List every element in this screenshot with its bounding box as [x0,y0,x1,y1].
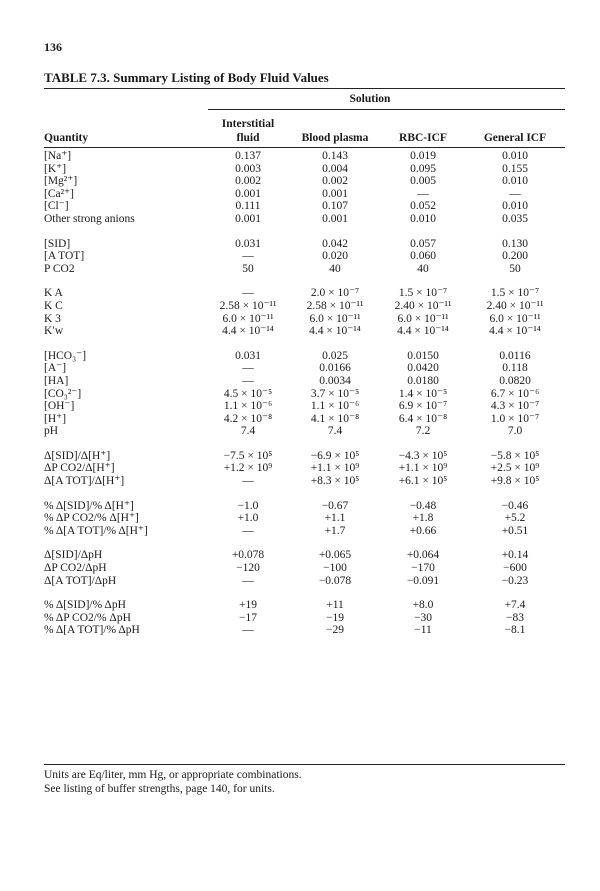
quantity-cell: % Δ[SID]/% ΔpH [44,599,126,612]
quantity-cell: P CO2 [44,262,75,275]
page-number: 136 [44,40,62,54]
value-cell: 6.0 × 10⁻¹¹ [222,312,274,325]
table-row [44,325,565,338]
value-cell: — [242,374,254,387]
quantity-cell: [A⁻] [44,362,67,375]
quantity-cell: Δ[A TOT]/ΔpH [44,574,117,587]
value-cell: — [417,187,429,200]
quantity-cell: K 3 [44,312,61,325]
value-cell: 0.003 [235,162,261,175]
value-cell: 0.010 [502,175,528,188]
value-cell: +11 [326,599,344,612]
value-cell: 0.0150 [407,349,439,362]
value-cell: +0.51 [501,524,529,537]
value-cell: 4.4 × 10⁻¹⁴ [489,325,541,338]
value-cell: 4.3 × 10⁻⁷ [490,400,540,413]
value-cell: 6.0 × 10⁻¹¹ [489,312,541,325]
table-row [44,525,565,538]
value-cell: 50 [509,262,521,275]
value-cell: — [242,524,254,537]
value-cell: 0.001 [322,212,348,225]
value-cell: 0.107 [322,200,348,213]
value-cell: 0.137 [235,150,261,162]
value-cell: +0.065 [318,549,352,562]
footnote-units: Units are Eq/liter, mm Hg, or appropriate combinations. [44,769,302,781]
quantity-cell: [OH⁻] [44,400,75,413]
quantity-cell: [Mg²⁺] [44,175,78,188]
value-cell: 3.7 × 10⁻⁵ [310,387,360,400]
value-cell: +5.2 [504,512,526,525]
value-cell: 6.9 × 10⁻⁷ [398,400,448,413]
value-cell: 0.0420 [407,362,439,375]
value-cell: 0.0820 [499,374,531,387]
quantity-cell: Δ[A TOT]/Δ[H⁺] [44,475,125,488]
value-cell: 6.0 × 10⁻¹¹ [309,312,361,325]
value-cell: +9.8 × 10⁵ [490,475,540,488]
value-cell: −0.48 [409,499,437,512]
value-cell: 0.057 [410,237,436,250]
value-cell: 40 [329,262,341,275]
value-cell: 6.4 × 10⁻⁸ [398,412,448,425]
quantity-cell: [Na⁺] [44,150,72,162]
quantity-cell: % Δ[A TOT]/% ΔpH [44,624,140,637]
value-cell: +1.1 × 10⁹ [310,462,360,475]
value-cell: 7.0 [507,425,523,438]
value-cell: 0.031 [235,349,261,362]
value-cell: 0.0034 [319,374,351,387]
value-cell: — [242,624,254,637]
solution-header: Solution [349,93,391,105]
solution-rule [208,109,565,110]
value-cell: 0.004 [322,162,348,175]
value-cell: −5.8 × 10⁵ [490,449,540,462]
value-cell: +2.5 × 10⁹ [490,462,540,475]
table-row [44,213,565,226]
table-row [44,462,565,475]
bottom-rule [44,764,565,765]
value-cell: 0.035 [502,212,528,225]
value-cell: — [242,475,254,488]
row-spacer [44,275,565,287]
table-row [44,388,565,401]
value-cell: +1.2 × 10⁹ [223,462,273,475]
table-row [44,375,565,388]
table-row [44,562,565,575]
value-cell: 4.4 × 10⁻¹⁴ [397,325,449,338]
quantity-cell: Δ[SID]/Δ[H⁺] [44,449,111,462]
value-cell: 1.5 × 10⁻⁷ [398,287,448,300]
value-cell: −8.1 [504,624,526,637]
quantity-cell: pH [44,425,59,438]
value-cell: 0.130 [502,237,528,250]
table-row [44,263,565,276]
value-cell: −0.091 [406,574,440,587]
value-cell: 6.7 × 10⁻⁶ [490,387,540,400]
value-cell: — [242,287,254,300]
value-cell: 0.019 [410,150,436,162]
table-row [44,413,565,426]
body-fluid-table [44,150,565,637]
row-spacer [44,226,565,238]
value-cell: 2.40 × 10⁻¹¹ [394,299,452,312]
table-row [44,200,565,213]
value-cell: 0.143 [322,150,348,162]
table-row [44,575,565,588]
table-row [44,425,565,438]
value-cell: 0.010 [410,212,436,225]
value-cell: 1.5 × 10⁻⁷ [490,287,540,300]
value-cell: +1.1 × 10⁹ [398,462,448,475]
table-row [44,500,565,513]
value-cell: −4.3 × 10⁵ [398,449,448,462]
value-cell: +7.4 [504,599,526,612]
table-row [44,450,565,463]
value-cell: 0.002 [235,175,261,188]
value-cell: 6.0 × 10⁻¹¹ [397,312,449,325]
row-spacer [44,537,565,549]
value-cell: — [242,574,254,587]
value-cell: 0.095 [410,162,436,175]
quantity-cell: ΔP CO2/ΔpH [44,562,107,575]
table-row [44,150,565,163]
table-row [44,549,565,562]
quantity-cell: Other strong anions [44,212,135,225]
value-cell: 7.4 [327,425,343,438]
table-row [44,300,565,313]
table-row [44,512,565,525]
value-cell: −83 [506,611,524,624]
value-cell: +1.0 [237,512,259,525]
quantity-cell: % Δ[SID]/% Δ[H⁺] [44,499,134,512]
header-rule [44,147,565,148]
value-cell: −11 [414,624,432,637]
value-cell: 0.042 [322,237,348,250]
quantity-cell: K′w [44,325,64,338]
table-row [44,475,565,488]
quantity-cell: K C [44,299,63,312]
quantity-cell: K A [44,287,63,300]
table-row [44,238,565,251]
table-row [44,362,565,375]
value-cell: +19 [239,599,257,612]
value-cell: 1.4 × 10⁻⁵ [398,387,448,400]
value-cell: −7.5 × 10⁵ [223,449,273,462]
value-cell: 1.1 × 10⁻⁶ [310,400,360,413]
col-header-interstitial-line2: fluid [236,132,260,144]
value-cell: 0.200 [502,250,528,263]
col-header-general-icf: General ICF [483,132,547,144]
value-cell: 0.0180 [407,374,439,387]
value-cell: +1.7 [324,524,346,537]
quantity-cell: [K⁺] [44,162,67,175]
value-cell: 0.155 [502,162,528,175]
value-cell: 2.0 × 10⁻⁷ [310,287,360,300]
value-cell: −120 [236,562,260,575]
value-cell: 4.4 × 10⁻¹⁴ [309,325,361,338]
quantity-cell: [SID] [44,237,71,250]
value-cell: −100 [323,562,347,575]
value-cell: 1.1 × 10⁻⁶ [223,400,273,413]
value-cell: 40 [417,262,429,275]
footnotes [44,768,302,796]
quantity-cell: ΔP CO2/Δ[H⁺] [44,462,115,475]
footnote-buffer: See listing of buffer strengths, page 140, for units. [44,783,275,795]
value-cell: 0.052 [410,200,436,213]
value-cell: 0.060 [410,250,436,263]
value-cell: −1.0 [237,499,259,512]
value-cell: 50 [242,262,254,275]
table-row [44,599,565,612]
value-cell: +0.14 [501,549,529,562]
table-row [44,175,565,188]
table-row [44,612,565,625]
table-row [44,400,565,413]
table-body [44,150,565,637]
value-cell: 0.020 [322,250,348,263]
value-cell: 0.002 [322,175,348,188]
value-cell: +8.0 [412,599,434,612]
value-cell: −0.23 [501,574,529,587]
value-cell: +1.1 [324,512,346,525]
value-cell: — [242,250,254,263]
col-header-interstitial [208,117,288,145]
value-cell: −0.078 [318,574,352,587]
table-row [44,350,565,363]
table-row [44,163,565,176]
value-cell: 0.010 [502,200,528,213]
value-cell: −30 [414,611,432,624]
value-cell: 0.001 [322,187,348,200]
quantity-cell: [H⁺] [44,412,67,425]
value-cell: +0.064 [406,549,440,562]
table-row [44,313,565,326]
quantity-cell: [Ca²⁺] [44,187,74,200]
value-cell: −19 [326,611,344,624]
value-cell: 4.4 × 10⁻¹⁴ [222,325,274,338]
value-cell: 0.001 [235,212,261,225]
value-cell: 2.58 × 10⁻¹¹ [219,299,277,312]
value-cell: +0.078 [231,549,265,562]
row-spacer [44,587,565,599]
value-cell: 2.58 × 10⁻¹¹ [306,299,364,312]
value-cell: −6.9 × 10⁵ [310,449,360,462]
quantity-cell: [CO₃²⁻] [44,387,82,400]
value-cell: 7.2 [415,425,431,438]
quantity-cell: [Cl⁻] [44,200,69,213]
value-cell: 2.40 × 10⁻¹¹ [486,299,544,312]
value-cell: 0.118 [502,362,528,375]
value-cell: 1.0 × 10⁻⁷ [490,412,540,425]
value-cell: 4.5 × 10⁻⁵ [223,387,273,400]
value-cell: 4.2 × 10⁻⁸ [223,412,273,425]
value-cell: +6.1 × 10⁵ [398,475,448,488]
table-title: TABLE 7.3. Summary Listing of Body Fluid Values [44,70,329,85]
quantity-cell: [HA] [44,374,69,387]
row-spacer [44,488,565,500]
quantity-cell: % Δ[A TOT]/% Δ[H⁺] [44,524,148,537]
value-cell: −600 [503,562,527,575]
value-cell: — [242,362,254,375]
col-header-interstitial-line1: Interstitial [221,118,275,130]
top-rule [44,88,565,89]
table-row [44,188,565,201]
quantity-cell: [HCO₃⁻] [44,349,87,362]
value-cell: −17 [239,611,257,624]
value-cell: 0.005 [410,175,436,188]
quantity-cell: % ΔP CO2/% Δ[H⁺] [44,512,139,525]
value-cell: 7.4 [240,425,256,438]
value-cell: 0.111 [235,200,261,213]
row-spacer [44,338,565,350]
table-row [44,624,565,637]
quantity-cell: [A TOT] [44,250,85,263]
value-cell: 0.0166 [319,362,351,375]
value-cell: — [509,187,521,200]
value-cell: −29 [326,624,344,637]
value-cell: 0.0116 [499,349,531,362]
value-cell: 0.001 [235,187,261,200]
value-cell: 0.031 [235,237,261,250]
value-cell: +1.8 [412,512,434,525]
value-cell: 0.010 [502,150,528,162]
value-cell: −0.67 [321,499,349,512]
col-header-quantity: Quantity [44,132,89,144]
row-spacer [44,438,565,450]
value-cell: +8.3 × 10⁵ [310,475,360,488]
col-header-rbc-icf: RBC-ICF [399,132,447,144]
table-row [44,250,565,263]
quantity-cell: % ΔP CO2/% ΔpH [44,611,131,624]
value-cell: −170 [411,562,435,575]
value-cell: 0.025 [322,349,348,362]
table-row [44,287,565,300]
quantity-cell: Δ[SID]/ΔpH [44,549,103,562]
col-header-blood-plasma: Blood plasma [301,132,369,144]
value-cell: 4.1 × 10⁻⁸ [310,412,360,425]
value-cell: −0.46 [501,499,529,512]
value-cell: +0.66 [409,524,437,537]
